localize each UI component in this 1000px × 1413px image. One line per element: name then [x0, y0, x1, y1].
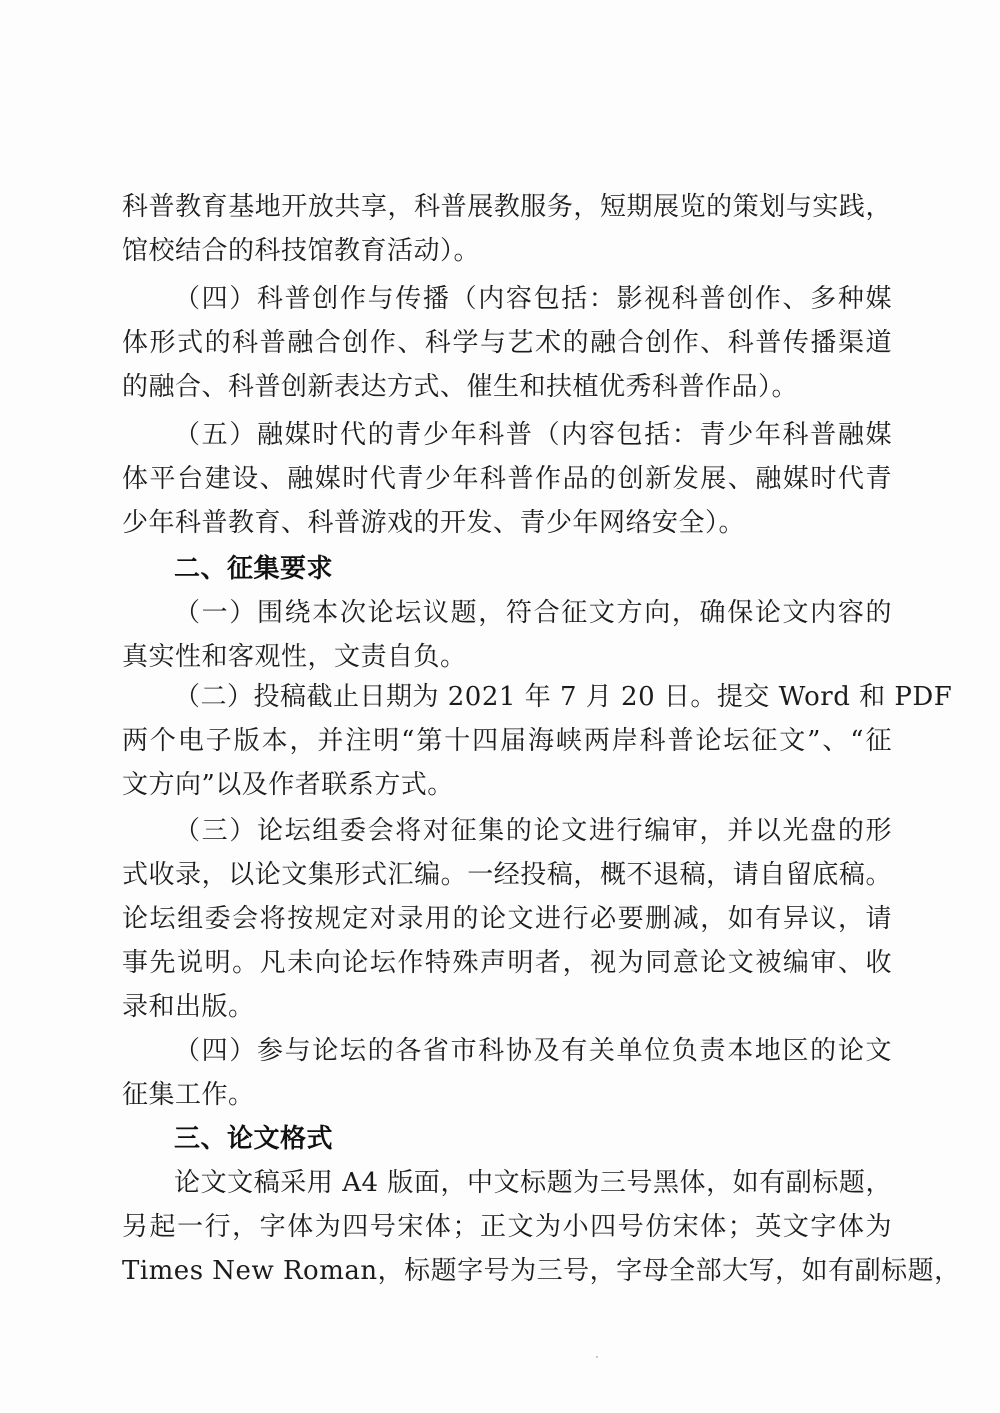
body-line: 真实性和客观性，文责自负。 [122, 642, 467, 672]
body-line: 体形式的科普融合创作、科学与艺术的融合创作、科普传播渠道 [122, 328, 892, 358]
body-line: 科普教育基地开放共享，科普展教服务，短期展览的策划与实践， [122, 192, 892, 222]
scan-speck [596, 1356, 598, 1358]
body-line: 体平台建设、融媒时代青少年科普作品的创新发展、融媒时代青 [122, 464, 892, 494]
body-line: 两个电子版本，并注明“第十四届海峡两岸科普论坛征文”、“征 [122, 726, 892, 756]
body-line: （四）参与论坛的各省市科协及有关单位负责本地区的论文 [174, 1036, 892, 1066]
body-line: 论文文稿采用 A4 版面，中文标题为三号黑体，如有副标题， [174, 1168, 892, 1198]
section-heading-2: 二、征集要求 [174, 554, 334, 584]
item-heading-4: （四）科普创作与传播（内容包括：影视科普创作、多种媒 [174, 284, 892, 314]
body-line: （一）围绕本次论坛议题，符合征文方向，确保论文内容的 [174, 598, 892, 628]
body-line: 事先说明。凡未向论坛作特殊声明者，视为同意论文被编审、收 [122, 948, 892, 978]
body-line: 录和出版。 [122, 992, 255, 1022]
body-line: Times New Roman，标题字号为三号，字母全部大写，如有副标题， [122, 1256, 961, 1286]
item-heading-5: （五）融媒时代的青少年科普（内容包括：青少年科普融媒 [174, 420, 892, 450]
body-line: 另起一行，字体为四号宋体；正文为小四号仿宋体；英文字体为 [122, 1212, 892, 1242]
body-line: 的融合、科普创新表达方式、催生和扶植优秀科普作品）。 [122, 372, 799, 402]
body-line: 式收录，以论文集形式汇编。一经投稿，概不退稿，请自留底稿。 [122, 860, 892, 890]
body-line: 论坛组委会将按规定对录用的论文进行必要删减，如有异议，请 [122, 904, 892, 934]
body-line: 文方向”以及作者联系方式。 [122, 770, 454, 800]
body-line: 馆校结合的科技馆教育活动）。 [122, 236, 481, 266]
body-line: （二）投稿截止日期为 2021 年 7 月 20 日。提交 Word 和 PDF [174, 682, 953, 712]
body-line: 征集工作。 [122, 1080, 255, 1110]
section-heading-3: 三、论文格式 [174, 1124, 334, 1154]
body-line: （三）论坛组委会将对征集的论文进行编审，并以光盘的形 [174, 816, 892, 846]
body-line: 少年科普教育、科普游戏的开发、青少年网络安全）。 [122, 508, 746, 538]
